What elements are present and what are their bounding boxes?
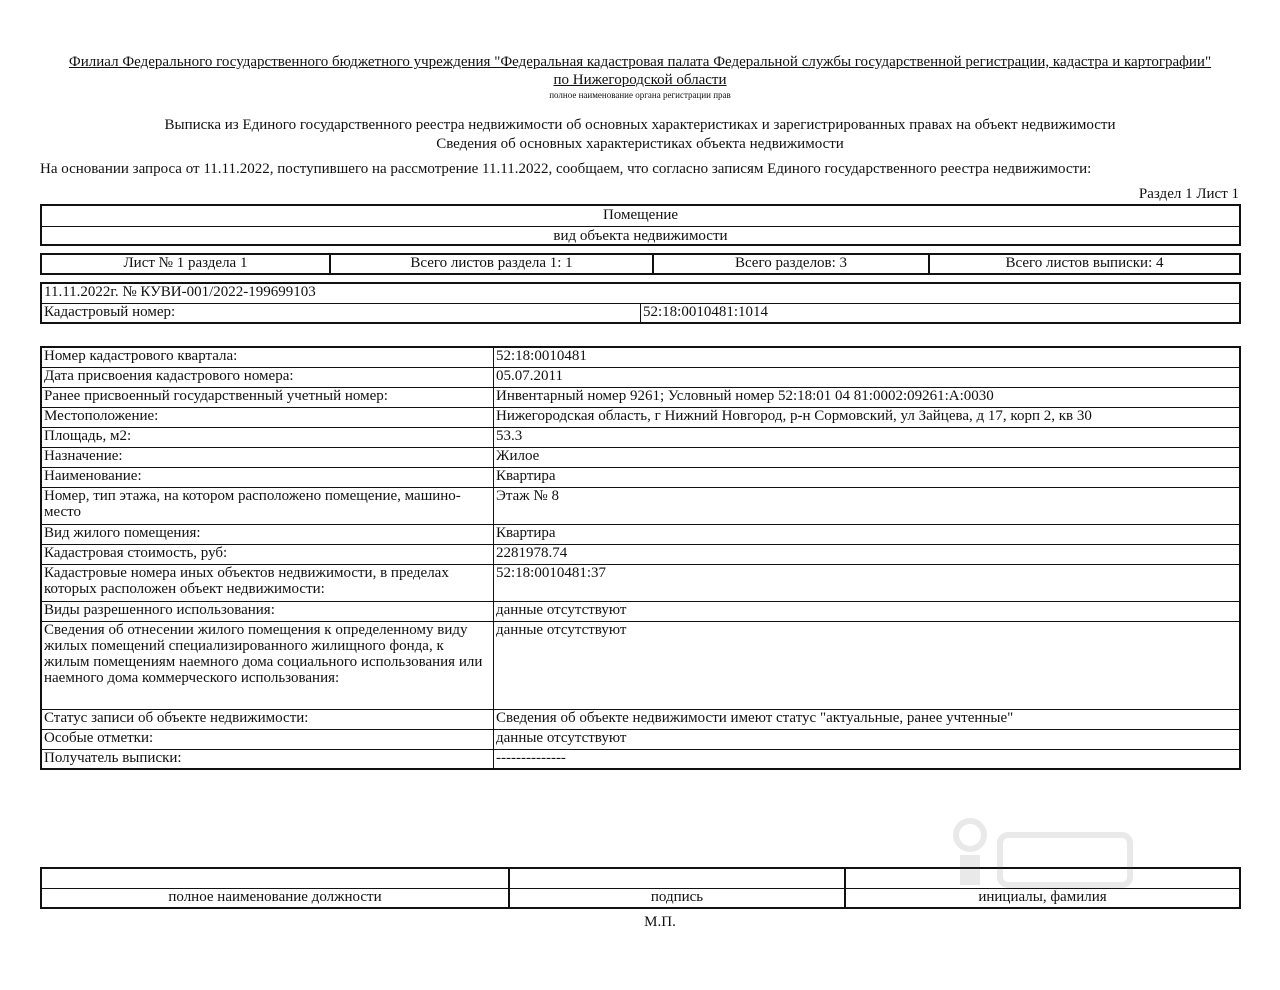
detail-value: данные отсутствуют: [494, 729, 1241, 749]
detail-value: Жилое: [494, 447, 1241, 467]
stamp-label: М.П.: [644, 914, 676, 930]
detail-value: Квартира: [494, 524, 1241, 544]
detail-row: [41, 427, 1240, 447]
detail-value: --------------: [494, 749, 1241, 769]
detail-row: [41, 367, 1240, 387]
detail-label: Местоположение:: [41, 407, 494, 427]
detail-row: [41, 447, 1240, 467]
document-subtitle: Сведения об основных характеристиках объекта недвижимости: [436, 136, 844, 152]
position-caption: полное наименование должности: [41, 888, 509, 908]
detail-row: [41, 487, 1240, 524]
document-title: Выписка из Единого государственного реестра недвижимости об основных характеристиках и зарегистрированных правах на объект недвижимости: [164, 117, 1116, 133]
signature-caption: подпись: [509, 888, 845, 908]
organization-name: Филиал Федерального государственного бюджетного учреждения "Федеральная кадастровая палата Федеральной службы государственной регистрации, кадастра и картографии" по Нижегородской области: [68, 54, 1212, 88]
detail-label: Получатель выписки:: [41, 749, 494, 769]
detail-label: Кадастровые номера иных объектов недвижимости, в пределах которых расположен объект недвижимости:: [41, 564, 494, 601]
detail-label: Особые отметки:: [41, 729, 494, 749]
detail-row: [41, 564, 1240, 601]
detail-label: Кадастровая стоимость, руб:: [41, 544, 494, 564]
detail-value: Сведения об объекте недвижимости имеют статус "актуальные, ранее учтенные": [494, 709, 1241, 729]
detail-row: [41, 621, 1240, 709]
detail-value: 2281978.74: [494, 544, 1241, 564]
signature-cell: [509, 868, 845, 888]
record-number: 11.11.2022г. № КУВИ-001/2022-199699103: [41, 283, 1240, 303]
detail-label: Номер, тип этажа, на котором расположено помещение, машино-место: [41, 487, 494, 524]
detail-row: [41, 544, 1240, 564]
detail-row: [41, 729, 1240, 749]
watermark-logo: [940, 805, 1140, 895]
detail-row: [41, 709, 1240, 729]
sections-total: Всего разделов: 3: [653, 254, 929, 274]
detail-row: [41, 467, 1240, 487]
organization-caption: полное наименование органа регистрации прав: [549, 90, 731, 100]
object-type-block: [40, 204, 1241, 246]
detail-value: Этаж № 8: [494, 487, 1241, 524]
cadastral-number-value: 52:18:0010481:1014: [641, 303, 1241, 323]
sheet-number: Лист № 1 раздела 1: [41, 254, 330, 274]
cadastral-number-label: Кадастровый номер:: [41, 303, 641, 323]
detail-label: Ранее присвоенный государственный учетный номер:: [41, 387, 494, 407]
detail-label: Назначение:: [41, 447, 494, 467]
detail-row: [41, 601, 1240, 621]
details-table: [40, 346, 1241, 770]
detail-row: [41, 407, 1240, 427]
detail-value: Нижегородская область, г Нижний Новгород, р-н Сормовский, ул Зайцева, д 17, корп 2, кв 30: [494, 407, 1241, 427]
position-cell: [41, 868, 509, 888]
section-label: Раздел 1 Лист 1: [1138, 186, 1239, 202]
detail-row: [41, 387, 1240, 407]
detail-label: Номер кадастрового квартала:: [41, 347, 494, 367]
record-table: [40, 282, 1241, 324]
detail-value: Квартира: [494, 467, 1241, 487]
detail-label: Статус записи об объекте недвижимости:: [41, 709, 494, 729]
detail-row: [41, 347, 1240, 367]
sheet-info-table: [40, 253, 1241, 275]
detail-value: данные отсутствуют: [494, 621, 1241, 709]
object-type: Помещение: [42, 206, 1239, 227]
extract-sheets-total: Всего листов выписки: 4: [929, 254, 1240, 274]
section-sheets-total: Всего листов раздела 1: 1: [330, 254, 653, 274]
detail-value: 52:18:0010481: [494, 347, 1241, 367]
detail-value: данные отсутствуют: [494, 601, 1241, 621]
detail-label: Виды разрешенного использования:: [41, 601, 494, 621]
detail-row: [41, 749, 1240, 769]
detail-value: Инвентарный номер 9261; Условный номер 52:18:01 04 81:0002:09261:А:0030: [494, 387, 1241, 407]
object-type-caption: вид объекта недвижимости: [553, 228, 728, 244]
detail-label: Вид жилого помещения:: [41, 524, 494, 544]
detail-value: 53.3: [494, 427, 1241, 447]
detail-value: 52:18:0010481:37: [494, 564, 1241, 601]
detail-label: Дата присвоения кадастрового номера:: [41, 367, 494, 387]
request-basis: На основании запроса от 11.11.2022, поступившего на рассмотрение 11.11.2022, сообщаем, что согласно записям Единого государственного реестра недвижимости:: [40, 161, 1092, 177]
detail-label: Площадь, м2:: [41, 427, 494, 447]
detail-row: [41, 524, 1240, 544]
detail-label: Сведения об отнесении жилого помещения к определенному виду жилых помещений специализированного жилищного фонда, к жилым помещениям наемного дома социального использования или наемного дома коммерческого использования:: [41, 621, 494, 709]
detail-value: 05.07.2011: [494, 367, 1241, 387]
detail-label: Наименование:: [41, 467, 494, 487]
name-caption: инициалы, фамилия: [845, 888, 1240, 908]
